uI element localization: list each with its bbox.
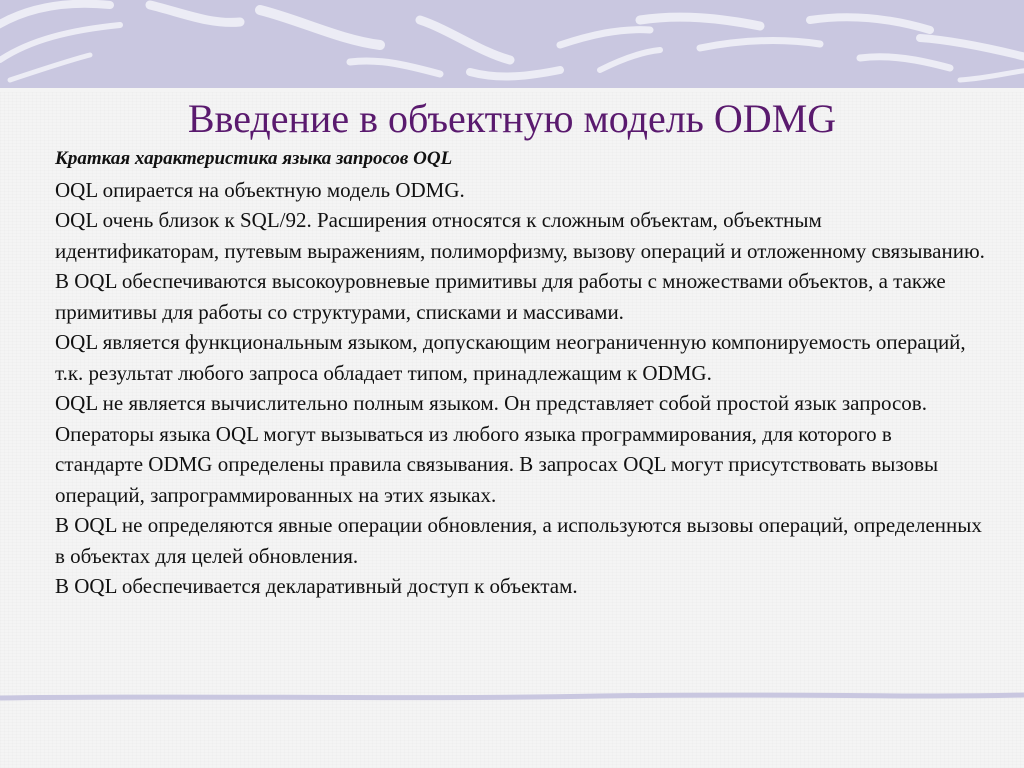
- decorative-banner: [0, 0, 1024, 92]
- paragraph-6: Операторы языка OQL могут вызываться из любого языка программирования, для которого в стандарте ODMG определены правила связывания. В запросах OQL могут присутствовать вызовы операций, запрограммированных на этих языках.: [55, 421, 939, 507]
- paragraph-4: OQL является функциональным языком, допускающим неограниченную компонируемость операций, т.к. результат любого запроса обладает типом, принадлежащим к ODMG.: [55, 330, 966, 385]
- paragraph-5: OQL не является вычислительно полным языком. Он представляет собой простой язык запросов.: [55, 391, 927, 415]
- paragraph-7: В OQL не определяются явные операции обновления, а используются вызовы операций, определенных в объектах для целей обновления.: [55, 513, 982, 568]
- slide-subtitle: Краткая характеристика языка запросов OQL: [55, 148, 453, 169]
- paragraph-3: В OQL обеспечиваются высокоуровневые примитивы для работы с множествами объектов, а также примитивы для работы со структурами, списками и массивами.: [55, 269, 946, 324]
- slide-title: Введение в объектную модель ODMG: [187, 96, 837, 141]
- slide-body: [55, 144, 985, 602]
- paragraph-8: В OQL обеспечивается декларативный доступ к объектам.: [55, 574, 578, 598]
- paragraph-1: OQL опирается на объектную модель ODMG.: [55, 177, 465, 202]
- paragraph-2: OQL очень близок к SQL/92. Расширения относятся к сложным объектам, объектным идентификаторам, путевым выражениям, полиморфизму, вызову операций и отложенному связыванию.: [55, 208, 985, 263]
- decorative-divider: [0, 690, 1024, 704]
